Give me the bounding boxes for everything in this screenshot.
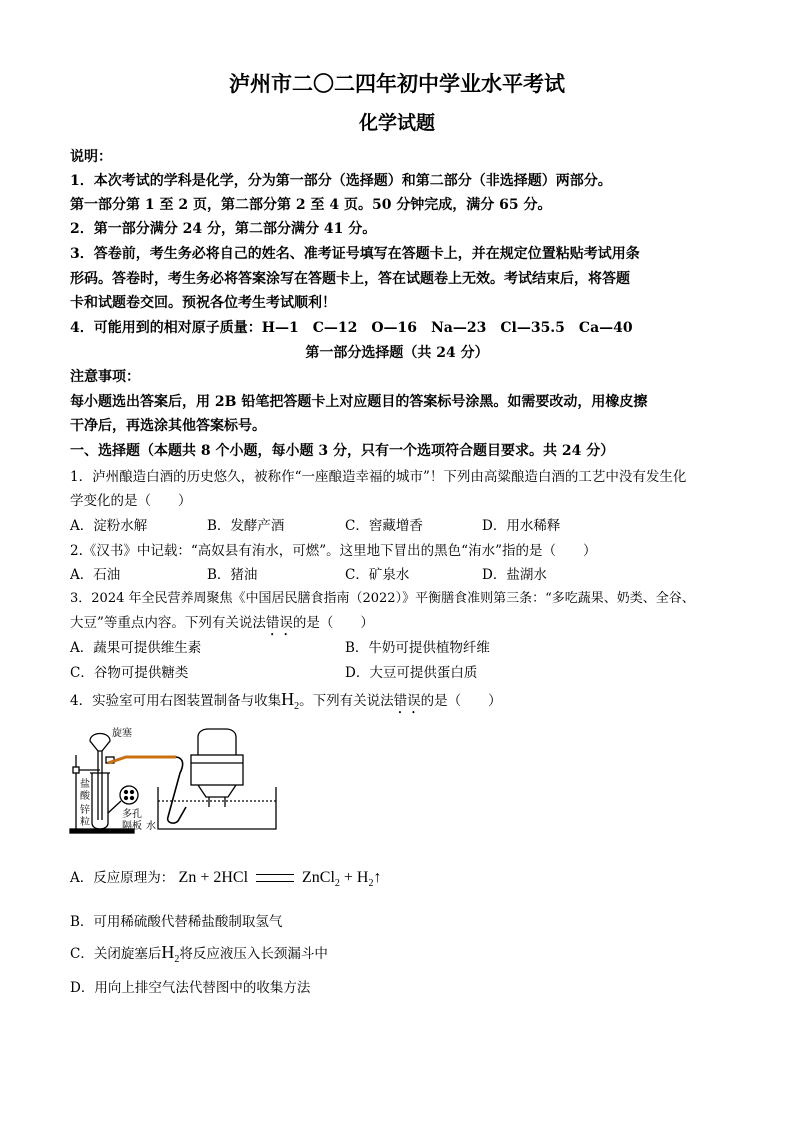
q4-option-d: D．用向上排空气法代替图中的收集方法 <box>70 980 311 996</box>
h2-formula <box>161 942 180 966</box>
fig-label-zinc: 锌 <box>80 805 90 816</box>
q2-option-b: B．猪油 <box>207 567 258 583</box>
question-3-stem <box>70 611 374 639</box>
equals-sign <box>256 874 294 882</box>
q4-option-c-text: 将反应液压入长颈漏斗中 <box>179 946 328 962</box>
fig-label-acid: 盐 <box>80 779 90 790</box>
q3-text: 的是（ ） <box>292 615 374 631</box>
hydrogen-apparatus-figure <box>66 725 446 840</box>
q4-option-c <box>70 942 328 965</box>
q4-option-a-label: A．反应原理为： <box>70 870 175 886</box>
fig-label-zinc: 粒 <box>80 817 90 828</box>
exam-title: 泸州市二〇二四年初中学业水平考试 <box>229 71 565 96</box>
q4-text: 4．实验室可用右图装置制备与收集 <box>70 693 282 709</box>
q3-text: 大豆”等重点内容。下列有关说法 <box>70 615 266 631</box>
h2-formula <box>281 689 300 713</box>
equation-left: Zn + 2HCl <box>178 869 249 886</box>
question-1-stem: 1．泸州酿造白酒的历史悠久，被称作“一座酿造幸福的城市”！下列由高粱酿造白酒的工艺中没有发生化 <box>70 469 687 485</box>
instruction-line: 3．答卷前，考生务必将自己的姓名、准考证号填写在答题卡上，并在规定位置粘贴考试用条 <box>70 246 640 262</box>
instruction-line: 卡和试题卷交回。预祝各位考生考试顺利！ <box>70 295 336 311</box>
q4-emphasis: 错误 <box>393 693 421 709</box>
h2-subscript: 2 <box>174 954 180 966</box>
instruction-line: 形码。答卷时，考生务必将答案涂写在答题卡上，答在试题卷上无效。考试结束后，将答题 <box>70 271 630 287</box>
q1-option-a: A．淀粉水解 <box>70 518 148 534</box>
equation-right: ZnCl <box>302 869 335 886</box>
section1-heading: 一、选择题（本题共 8 个小题，每小题 3 分，只有一个选项符合题目要求。共 24 分） <box>70 443 615 459</box>
q4-text: 的是（ ） <box>420 693 502 709</box>
equation-right: + H <box>339 869 369 886</box>
instruction-line: 1．本次考试的学科是化学，分为第一部分（选择题）和第二部分（非选择题）两部分。 <box>70 173 612 189</box>
fig-label-acid: 酸 <box>80 791 90 802</box>
question-4-stem <box>70 689 502 717</box>
h2-subscript: 2 <box>294 701 300 713</box>
instruction-line: 2．第一部分满分 24 分，第二部分满分 41 分。 <box>70 221 377 237</box>
question-2-stem: 2.《汉书》中记载：“高奴县有洧水，可燃”。这里地下冒出的黑色“洧水”指的是（ ） <box>70 543 597 559</box>
gas-arrow-icon: ↑ <box>373 869 382 886</box>
h2-symbol: H <box>281 689 295 709</box>
instruction-line: 第一部分第 1 至 2 页，第二部分第 2 至 4 页。50 分钟完成，满分 65 分。 <box>70 197 552 213</box>
q2-option-a: A．石油 <box>70 567 121 583</box>
notice-heading: 注意事项： <box>70 369 140 385</box>
q3-option-c: C．谷物可提供糖类 <box>70 665 189 681</box>
q3-option-a: A．蔬果可提供维生素 <box>70 640 202 656</box>
h2-symbol: H <box>161 942 175 962</box>
equation-subscript: 2 <box>334 878 340 890</box>
question-1-stem: 学变化的是（ ） <box>70 493 192 509</box>
q1-option-d: D．用水稀释 <box>482 518 561 534</box>
q2-option-c: C．矿泉水 <box>345 567 410 583</box>
fig-label-valve: 旋塞 <box>112 728 132 739</box>
equation-subscript: 2 <box>368 878 374 890</box>
q3-option-d: D．大豆可提供蛋白质 <box>345 665 478 681</box>
q3-option-b: B．牛奶可提供植物纤维 <box>345 640 490 656</box>
q4-option-c-text: C．关闭旋塞后 <box>70 946 162 962</box>
q4-text: 。下列有关说法 <box>299 693 394 709</box>
fig-label-plate: 多孔 <box>122 809 142 820</box>
q4-option-a <box>70 866 381 889</box>
q2-option-d: D．盐湖水 <box>482 567 547 583</box>
q3-emphasis: 错误 <box>265 615 293 631</box>
notice-line: 每小题选出答案后，用 2B 铅笔把答题卡上对应题目的答案标号涂黑。如需要改动，用橡皮擦 <box>70 394 648 410</box>
notice-line: 干净后，再选涂其他答案标号。 <box>70 418 266 434</box>
reaction-equation <box>178 869 382 890</box>
q1-option-c: C．窖藏增香 <box>345 518 423 534</box>
part1-heading: 第一部分选择题（共 24 分） <box>305 345 489 361</box>
fig-label-plate: 隔板 <box>122 821 142 832</box>
question-3-stem: 3．2024 年全民营养周聚焦《中国居民膳食指南（2022）》平衡膳食准则第三条：“多吃蔬果、奶类、全谷、 <box>70 591 695 606</box>
q4-option-b: B．可用稀硫酸代替稀盐酸制取氢气 <box>70 914 283 930</box>
fig-label-water: 水 <box>146 821 156 832</box>
instruction-line: 4．可能用到的相对原子质量：H—1 C—12 O—16 Na—23 Cl—35.5 Ca—40 <box>70 320 633 336</box>
instructions-heading: 说明： <box>70 149 112 165</box>
exam-subtitle: 化学试题 <box>358 112 435 134</box>
q1-option-b: B．发酵产酒 <box>207 518 285 534</box>
